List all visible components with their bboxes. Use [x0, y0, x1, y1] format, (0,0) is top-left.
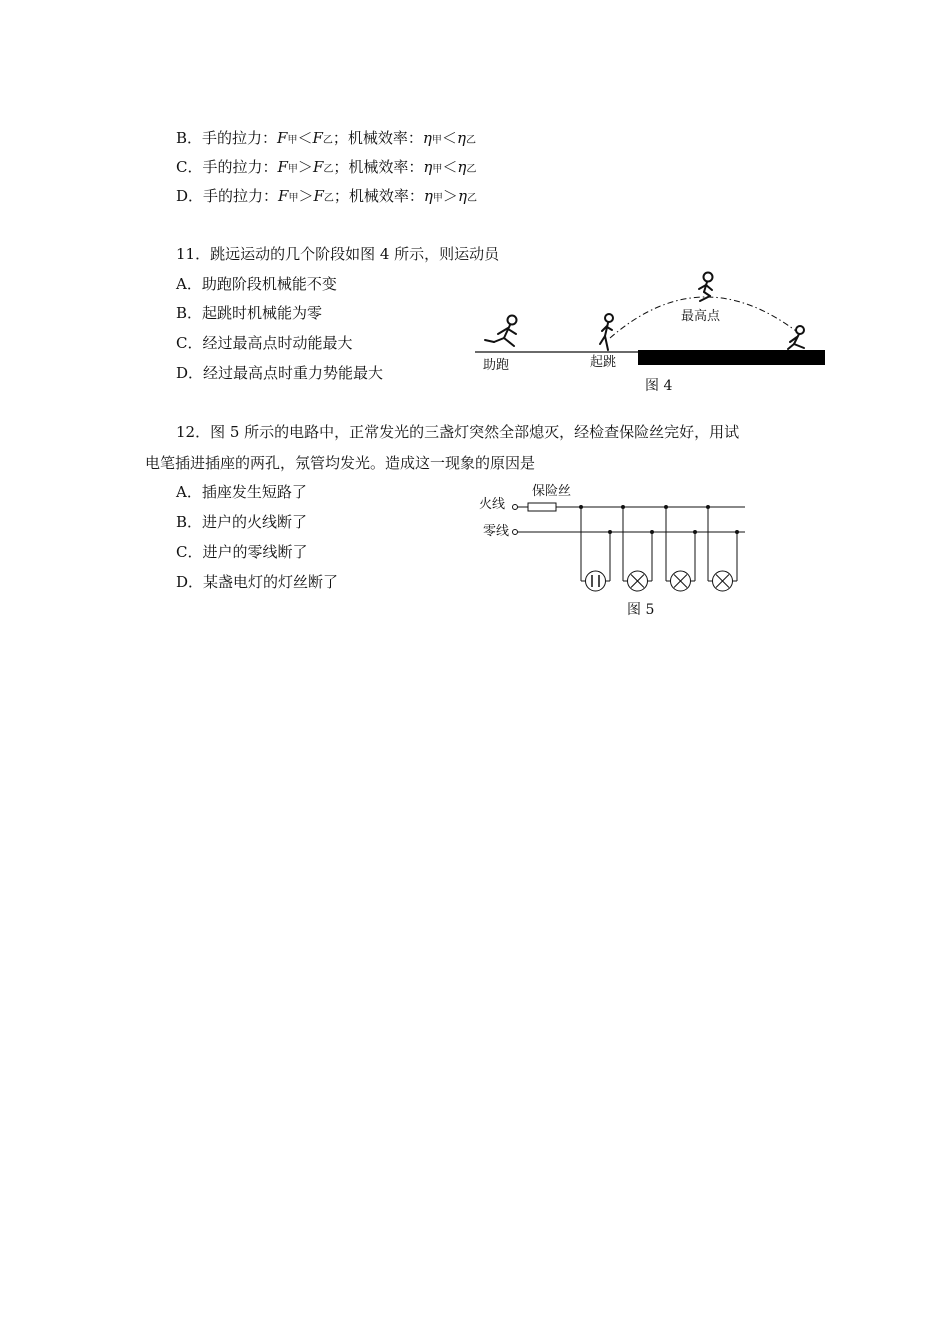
label-jump: 起跳: [590, 355, 617, 370]
lamp-2: [666, 507, 695, 591]
neutral-terminal: [513, 530, 518, 535]
q12-stem-line2: 电笔插进插座的两孔，氖管均发光。造成这一现象的原因是: [145, 454, 536, 472]
sand-pit: [638, 350, 825, 365]
lamp-1: [623, 507, 652, 591]
runner-figure: [485, 316, 517, 347]
junction-dots: [579, 505, 739, 534]
takeoff-figure: [600, 314, 613, 350]
label-run: 助跑: [483, 358, 510, 373]
figure-5-circuit: [505, 495, 750, 595]
socket-branch: [581, 507, 610, 591]
q12-option-a: A．插座发生短路了: [176, 483, 307, 501]
q11-option-b: B．起跳时机械能为零: [176, 304, 323, 322]
landing-figure: [788, 326, 804, 349]
q12-option-b: B．进户的火线断了: [176, 513, 308, 531]
q12-option-c: C．进户的零线断了: [176, 543, 308, 561]
lamp-3: [708, 507, 737, 591]
q10-option-b: B．手的拉力：F甲＜F乙；机械效率：η甲＜η乙: [176, 129, 476, 147]
fuse: [528, 503, 556, 511]
label-neutral-wire: 零线: [483, 524, 510, 539]
q11-option-a: A．助跑阶段机械能不变: [176, 275, 337, 293]
q12-stem-line1: 12．图 5 所示的电路中，正常发光的三盏灯突然全部熄灭，经检查保险丝完好，用试: [176, 423, 740, 441]
q11-stem: 11．跳远运动的几个阶段如图 4 所示，则运动员: [176, 245, 500, 263]
figure-4-long-jump: [470, 268, 830, 378]
q11-option-d: D．经过最高点时重力势能最大: [176, 364, 384, 382]
q12-option-d: D．某盏电灯的灯丝断了: [176, 573, 339, 591]
label-live-wire: 火线: [479, 497, 506, 512]
figure-4-caption: 图 4: [645, 378, 673, 394]
q10-option-d: D．手的拉力：F甲＞F乙；机械效率：η甲＞η乙: [176, 187, 477, 205]
label-fuse: 保险丝: [532, 484, 572, 499]
label-top: 最高点: [681, 309, 721, 324]
q10-option-c: C．手的拉力：F甲＞F乙；机械效率：η甲＜η乙: [176, 158, 477, 176]
q11-option-c: C．经过最高点时动能最大: [176, 334, 353, 352]
peak-figure: [699, 273, 713, 302]
figure-5-caption: 图 5: [627, 602, 655, 618]
live-terminal: [513, 505, 518, 510]
